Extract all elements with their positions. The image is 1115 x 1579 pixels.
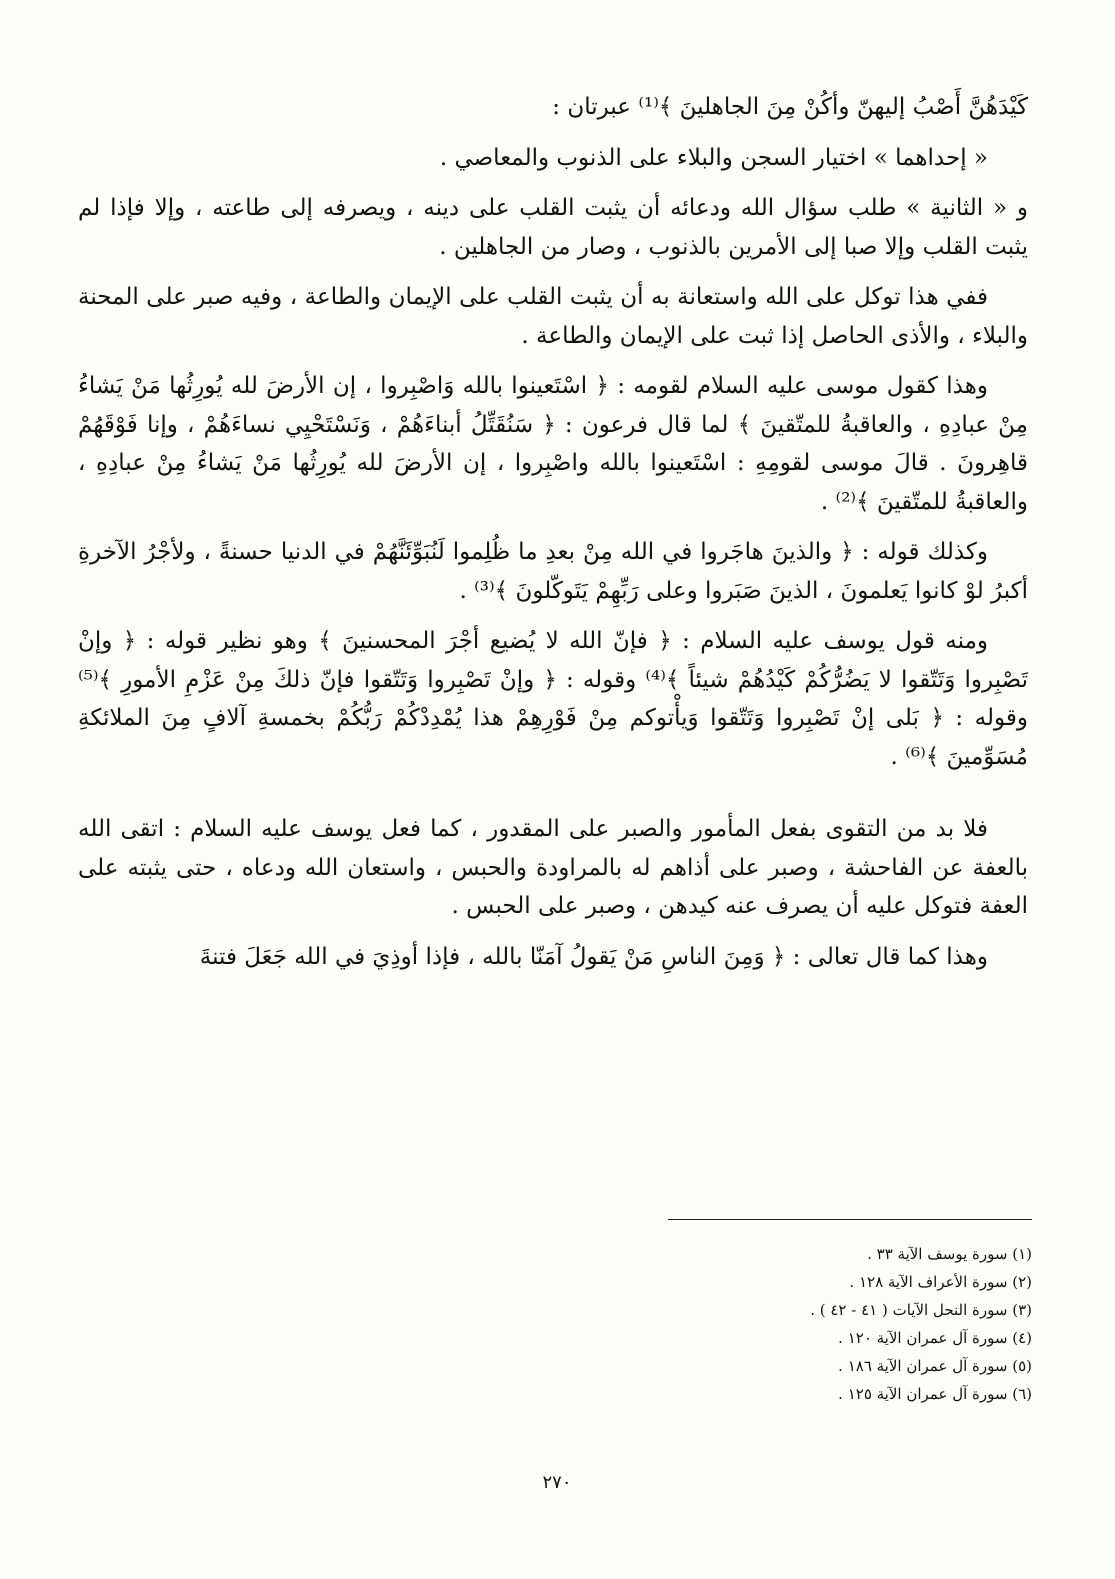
paragraph-5: وهذا كقول موسى عليه السلام لقومه : ﴿ اسْتَعينوا بالله وَاصْبِروا ، إن الأرضَ لله يُورِثُها مَنْ يَشاءُ مِنْ عبادِهِ ، والعاقبةُ للمتّقينَ ﴾ لما قال فرعون : ﴿ سَنُقَتِّلُ أبناءَهُمْ ، وَنَسْتَحْيِي نساءَهُمْ ، وإنا فَوْقَهُمْ قاهِرونَ . قالَ موسى لقومِهِ : اسْتَعينوا بالله واصْبِروا ، إن الأرضَ لله يُورِثُها مَنْ يَشاءُ مِنْ عبادِهِ ، والعاقبةُ للمتّقينَ ﴾⁽²⁾ . (78, 373, 1028, 515)
footnote-item: (٦) سورة آل عمران الآية ١٢٥ . (838, 1385, 1032, 1403)
paragraph-1: كَيْدَهُنَّ أَصْبُ إليهنّ وأكُنْ مِنَ الجاهلينَ ﴾⁽¹⁾ عبرتان : (552, 94, 1028, 120)
footnote-separator (668, 1219, 1032, 1220)
footnote-item: (٢) سورة الأعراف الآية ١٢٨ . (849, 1273, 1032, 1291)
paragraph-8: فلا بد من التقوى بفعل المأمور والصبر على المقدور ، كما فعل يوسف عليه السلام : اتقى الله بالعفة عن الفاحشة ، وصبر على أذاهم له بالمراودة والحبس ، واستعان الله ودعاه ، حتى يثبته على العفة فتوكل عليه أن يصرف عنه كيدهن ، وصبر على الحبس . (78, 816, 1028, 919)
paragraph-6: وكذلك قوله : ﴿ والذينَ هاجَروا في الله مِنْ بعدِ ما ظُلِموا لَنُبَوِّئَنَّهُمْ في الدنيا حسنةً ، ولأجْرُ الآخرةِ أكبرُ لوْ كانوا يَعلمونَ ، الذينَ صَبَروا وعلى رَبِّهِمْ يَتَوكّلونَ ﴾⁽³⁾ . (78, 539, 1028, 604)
footnote-item: (٣) سورة النحل الآيات ( ٤١ - ٤٢ ) . (810, 1301, 1032, 1319)
paragraph-2: « إحداهما » اختيار السجن والبلاء على الذنوب والمعاصي . (439, 144, 988, 171)
paragraph-7: ومنه قول يوسف عليه السلام : ﴿ فإنّ الله لا يُضيع أجْرَ المحسنينَ ﴾ وهو نظير قوله : ﴿ وإنْ تَصْبِروا وَتَتّقوا لا يَضُرُّكُمْ كَيْدُهُمْ شيئاً ﴾⁽⁴⁾ وقوله : ﴿ وإنْ تَصْبِروا وَتَتّقوا فإنّ ذلكَ مِنْ عَزْمِ الأمورِ ﴾⁽⁵⁾ وقوله : ﴿ بَلى إنْ تَصْبِروا وَتَتّقوا وَيأْتوكم مِنْ فَوْرِهِمْ هذا يُمْدِدْكُمْ رَبُّكُمْ بخمسةِ آلافٍ مِنَ الملائكةِ مُسَوِّمينَ ﴾⁽⁶⁾ . (78, 628, 1028, 770)
paragraph-3: و « الثانية » طلب سؤال الله ودعائه أن يثبت القلب على دينه ، ويصرفه إلى طاعته ، وإلا فإذا لم يثبت القلب وإلا صبا إلى الأمرين بالذنوب ، وصار من الجاهلين . (78, 195, 1028, 260)
footnote-item: (١) سورة يوسف الآية ٣٣ . (867, 1245, 1032, 1263)
paragraph-4: ففي هذا توكل على الله واستعانة به أن يثبت القلب على الإيمان والطاعة ، وفيه صبر على المحنة والبلاء ، والأذى الحاصل إذا ثبت على الإيمان والطاعة . (78, 284, 1028, 349)
footnote-item: (٤) سورة آل عمران الآية ١٢٠ . (838, 1329, 1032, 1347)
footnotes-list (560, 1240, 1032, 1408)
paragraph-9: وهذا كما قال تعالى : ﴿ وَمِنَ الناسِ مَنْ يَقولُ آمَنّا بالله ، فإذا أوذِيَ في الله جَعَلَ فتنةَ (199, 943, 988, 970)
main-text (78, 88, 1028, 988)
page-number: ٢٧٠ (542, 1472, 572, 1493)
footnote-item: (٥) سورة آل عمران الآية ١٨٦ . (838, 1357, 1032, 1375)
